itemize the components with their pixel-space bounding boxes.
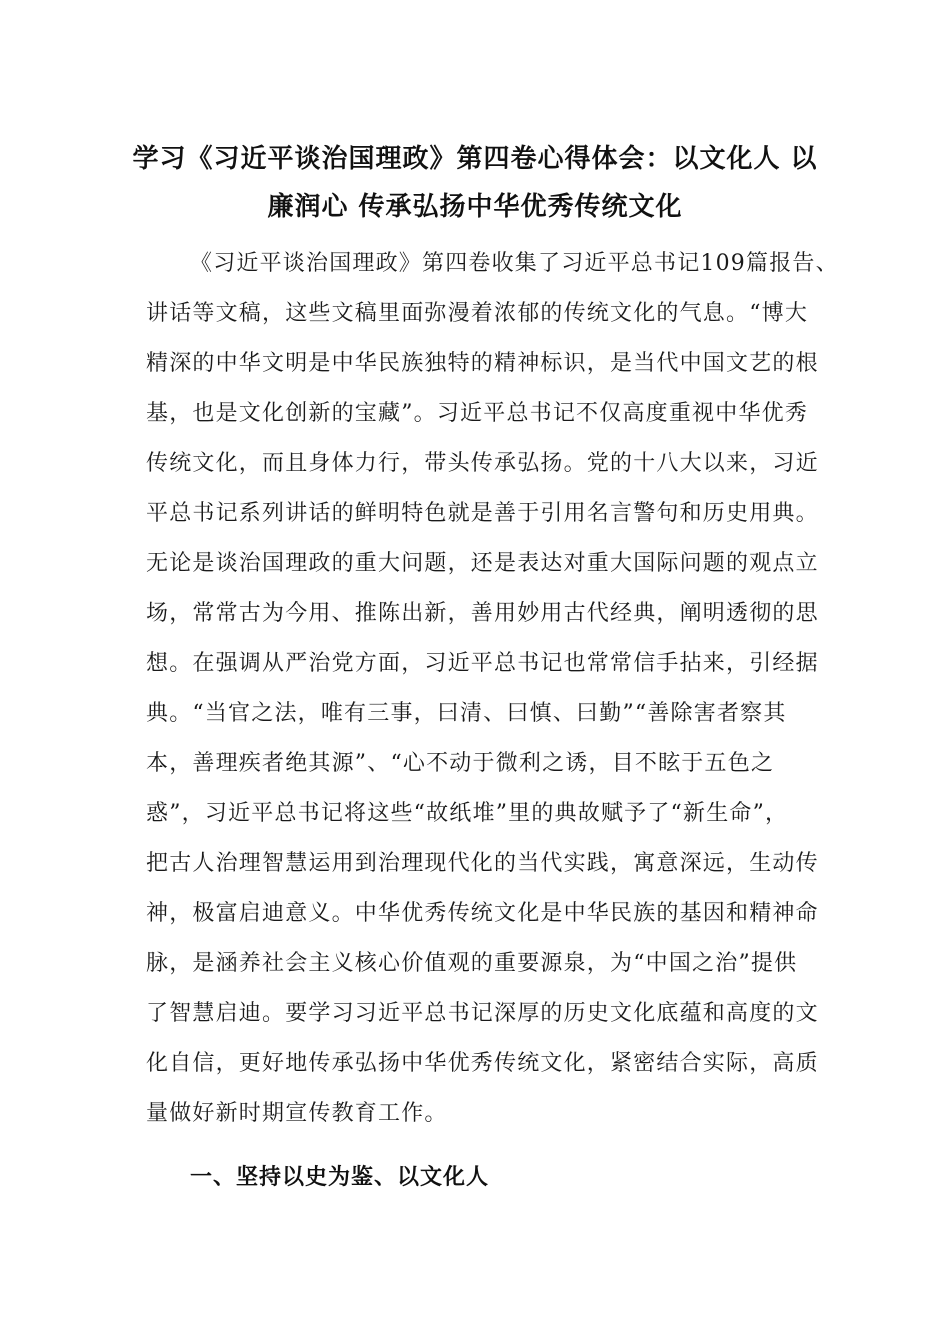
document-title-line-2: 廉润心 传承弘扬中华优秀传统文化: [267, 192, 683, 222]
paragraph-line: 化自信，更好地传承弘扬中华优秀传统文化，紧密结合实际，高质: [146, 1051, 819, 1076]
paragraph-line: 惑”，习近平总书记将这些“故纸堆”里的典故赋予了“新生命”，: [146, 801, 789, 826]
paragraph-line: 了智慧启迪。要学习习近平总书记深厚的历史文化底蕴和高度的文: [146, 1001, 819, 1026]
paragraph-line: 基，也是文化创新的宝藏”。习近平总书记不仅高度重视中华优秀: [146, 401, 809, 426]
paragraph-line: 把古人治理智慧运用到治理现代化的当代实践，寓意深远，生动传: [146, 851, 819, 876]
paragraph-line: 讲话等文稿，这些文稿里面弥漫着浓郁的传统文化的气息。“博大: [146, 301, 809, 326]
section-heading: 一、坚持以史为鉴、以文化人: [190, 1165, 490, 1190]
paragraph-line: 传统文化，而且身体力行，带头传承弘扬。党的十八大以来，习近: [146, 451, 819, 476]
paragraph-line: 无论是谈治国理政的重大问题，还是表达对重大国际问题的观点立: [146, 551, 819, 576]
paragraph-line: 想。在强调从严治党方面，习近平总书记也常常信手拈来，引经据: [146, 651, 819, 676]
paragraph-line: 场，常常古为今用、推陈出新，善用妙用古代经典，阐明透彻的思: [146, 601, 819, 626]
paragraph-line: 《习近平谈治国理政》第四卷收集了习近平总书记109篇报告、: [190, 251, 839, 276]
paragraph-line: 量做好新时期宣传教育工作。: [146, 1101, 448, 1126]
paragraph-line: 神，极富启迪意义。中华优秀传统文化是中华民族的基因和精神命: [146, 901, 819, 926]
paragraph-line: 典。“当官之法，唯有三事，曰清、曰慎、曰勤”“善除害者察其: [146, 701, 787, 726]
paragraph-line: 脉，是涵养社会主义核心价值观的重要源泉，为“中国之治”提供: [146, 951, 798, 976]
paragraph-line: 本，善理疾者绝其源”、“心不动于微利之诱，目不眩于五色之: [146, 751, 775, 776]
document-title-line-1: 学习《习近平谈治国理政》第四卷心得体会：以文化人 以: [132, 144, 818, 174]
paragraph-line: 平总书记系列讲话的鲜明特色就是善于引用名言警句和历史用典。: [146, 501, 819, 526]
paragraph-line: 精深的中华文明是中华民族独特的精神标识，是当代中国文艺的根: [146, 351, 819, 376]
